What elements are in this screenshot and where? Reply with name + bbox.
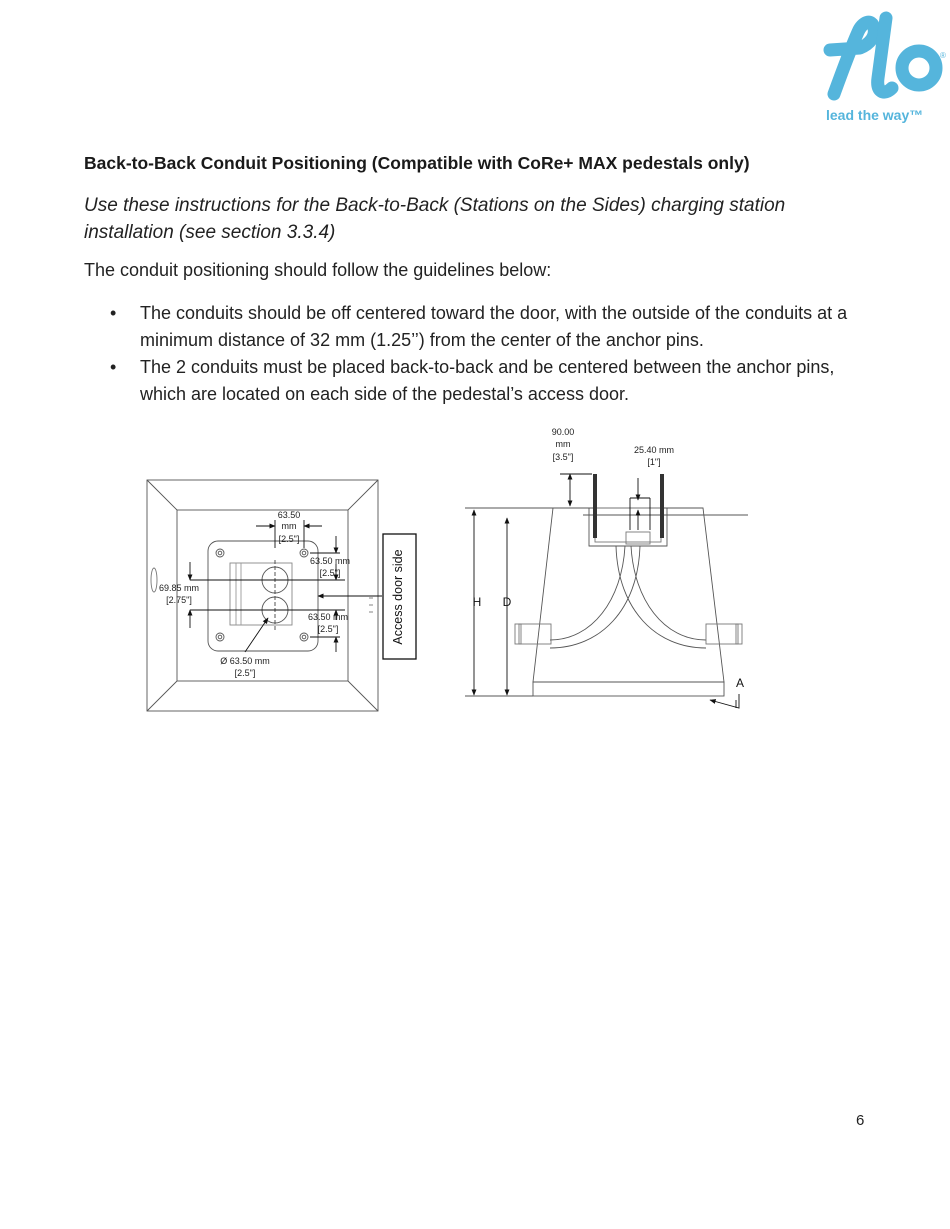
dim-label: [1"] [647, 457, 661, 467]
dim-label: Ø 63.50 mm [220, 656, 270, 666]
list-item-text: The 2 conduits must be placed back-to-back and be centered between the anchor pins, which are located on each side of the pedestal’s access door. [140, 357, 835, 404]
dim-label: [2.5"] [319, 568, 341, 578]
dimension-h-label: H [472, 595, 482, 609]
anchor-pin [216, 549, 224, 557]
pedestal-base [533, 682, 724, 696]
anchor-pin [300, 633, 308, 641]
dim-label: [2.5"] [234, 668, 256, 678]
dim-label: 90.00 [551, 427, 575, 437]
page-number: 6 [856, 1112, 865, 1129]
callout-a-label: A [735, 676, 745, 690]
dim-label: 63.50 mm [307, 612, 349, 622]
conduit-curve [550, 546, 625, 640]
dim-label: [3.5"] [552, 452, 574, 462]
access-door-label: Access door side [391, 549, 405, 645]
dim-label: [2.5"] [278, 534, 300, 544]
anchor-bolt [660, 474, 664, 538]
dimension-d-label: D [502, 595, 512, 609]
guidelines-paragraph: The conduit positioning should follow the guidelines below: [84, 260, 552, 280]
pedestal-body [533, 508, 724, 682]
dim-label: mm [281, 521, 297, 531]
anchor-pin [216, 633, 224, 641]
bullet-icon: • [110, 303, 117, 323]
dim-label: 69.85 mm [158, 583, 200, 593]
list-item-text: The conduits should be off centered toward the door, with the outside of the conduits at a minimum distance of 32 mm (1.25’’) from the center of the anchor pins. [140, 303, 848, 350]
base-plate [208, 541, 318, 651]
dim-label: mm [555, 439, 571, 449]
section-heading: Back-to-Back Conduit Positioning (Compatible with CoRe+ MAX pedestals only) [84, 153, 750, 173]
conduit-curve [631, 546, 706, 640]
dim-label: 63.50 mm [309, 556, 351, 566]
brand-tagline: lead the way™ [826, 107, 924, 123]
dim-label: [2.75"] [166, 595, 192, 605]
dim-label: [2.5"] [317, 624, 339, 634]
intro-text: Use these instructions for the Back-to-Back (Stations on the Sides) charging station installation (see section 3.3.4) [84, 195, 786, 243]
anchor-bolt [593, 474, 597, 538]
anchor-pin [300, 549, 308, 557]
dim-label: 25.40 mm [633, 445, 675, 455]
bullet-icon: • [110, 357, 117, 377]
registered-mark: ® [940, 51, 946, 60]
dim-label: 63.50 [277, 510, 301, 520]
